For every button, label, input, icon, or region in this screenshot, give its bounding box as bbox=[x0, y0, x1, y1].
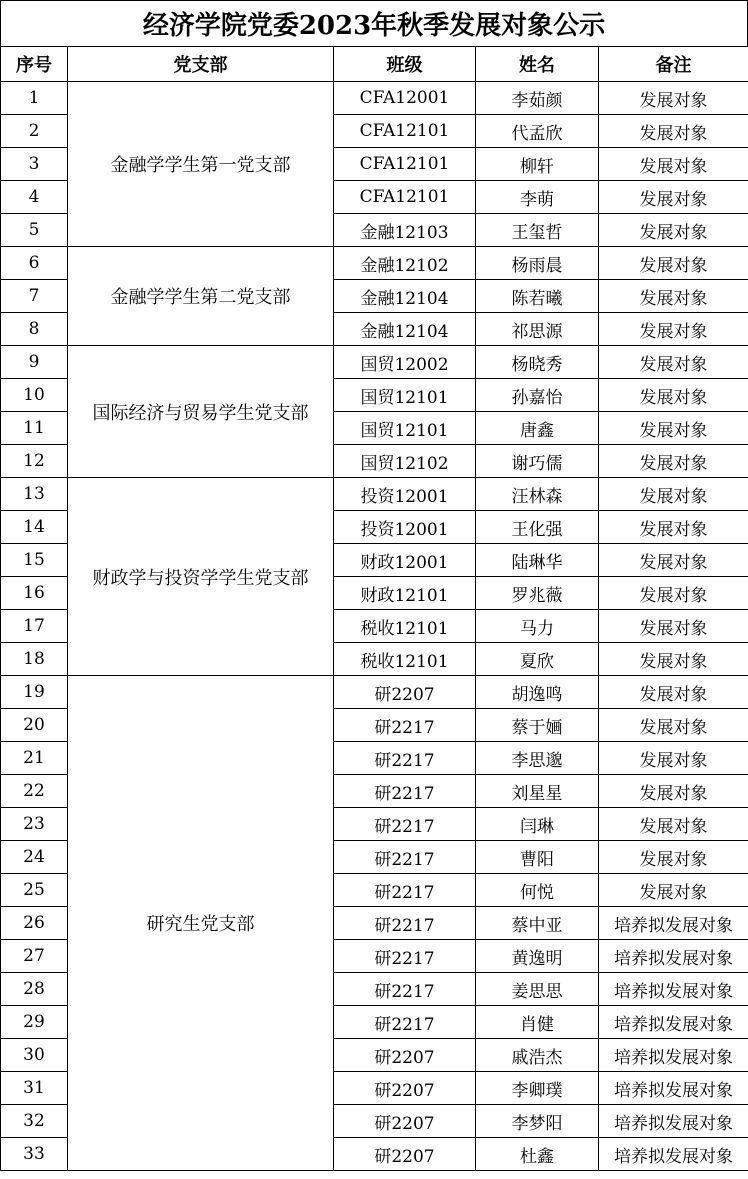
student-name: 夏欣 bbox=[476, 643, 599, 676]
row-number: 12 bbox=[1, 445, 68, 478]
header-class: 班级 bbox=[334, 47, 476, 82]
student-name: 姜思思 bbox=[476, 973, 599, 1006]
row-number: 26 bbox=[1, 907, 68, 940]
row-number: 8 bbox=[1, 313, 68, 346]
remark: 发展对象 bbox=[599, 412, 748, 445]
remark: 发展对象 bbox=[599, 181, 748, 214]
class-name: 研2207 bbox=[334, 1072, 476, 1105]
student-name: 蔡于婳 bbox=[476, 709, 599, 742]
class-name: 研2217 bbox=[334, 973, 476, 1006]
student-name: 谢巧儒 bbox=[476, 445, 599, 478]
row-number: 21 bbox=[1, 742, 68, 775]
header-branch: 党支部 bbox=[68, 47, 334, 82]
class-name: 研2207 bbox=[334, 676, 476, 709]
student-name: 罗兆薇 bbox=[476, 577, 599, 610]
student-name: 马力 bbox=[476, 610, 599, 643]
row-number: 6 bbox=[1, 247, 68, 280]
class-name: 研2217 bbox=[334, 874, 476, 907]
class-name: CFA12101 bbox=[334, 115, 476, 148]
student-name: 李茹颜 bbox=[476, 82, 599, 115]
remark: 发展对象 bbox=[599, 742, 748, 775]
row-number: 18 bbox=[1, 643, 68, 676]
row-number: 2 bbox=[1, 115, 68, 148]
class-name: 研2217 bbox=[334, 709, 476, 742]
remark: 发展对象 bbox=[599, 280, 748, 313]
student-name: 代孟欣 bbox=[476, 115, 599, 148]
remark: 培养拟发展对象 bbox=[599, 973, 748, 1006]
remark: 培养拟发展对象 bbox=[599, 1039, 748, 1072]
student-name: 李卿璞 bbox=[476, 1072, 599, 1105]
remark: 发展对象 bbox=[599, 247, 748, 280]
party-branch: 财政学与投资学学生党支部 bbox=[68, 478, 334, 676]
header-note: 备注 bbox=[599, 47, 748, 82]
student-name: 唐鑫 bbox=[476, 412, 599, 445]
party-branch: 研究生党支部 bbox=[68, 676, 334, 1171]
class-name: 研2217 bbox=[334, 1006, 476, 1039]
table-header-row bbox=[1, 47, 748, 82]
remark: 发展对象 bbox=[599, 115, 748, 148]
student-name: 戚浩杰 bbox=[476, 1039, 599, 1072]
row-number: 3 bbox=[1, 148, 68, 181]
remark: 发展对象 bbox=[599, 379, 748, 412]
student-name: 肖健 bbox=[476, 1006, 599, 1039]
student-name: 何悦 bbox=[476, 874, 599, 907]
student-name: 曹阳 bbox=[476, 841, 599, 874]
student-name: 李萌 bbox=[476, 181, 599, 214]
row-number: 17 bbox=[1, 610, 68, 643]
student-name: 李梦阳 bbox=[476, 1105, 599, 1138]
table-row bbox=[1, 478, 748, 511]
remark: 发展对象 bbox=[599, 841, 748, 874]
table-body bbox=[1, 82, 748, 1171]
class-name: 国贸12102 bbox=[334, 445, 476, 478]
class-name: 研2217 bbox=[334, 775, 476, 808]
remark: 发展对象 bbox=[599, 643, 748, 676]
class-name: 金融12102 bbox=[334, 247, 476, 280]
student-name: 陆琳华 bbox=[476, 544, 599, 577]
remark: 培养拟发展对象 bbox=[599, 1105, 748, 1138]
row-number: 1 bbox=[1, 82, 68, 115]
remark: 培养拟发展对象 bbox=[599, 907, 748, 940]
student-name: 汪林森 bbox=[476, 478, 599, 511]
class-name: 财政12001 bbox=[334, 544, 476, 577]
class-name: 投资12001 bbox=[334, 478, 476, 511]
remark: 发展对象 bbox=[599, 577, 748, 610]
student-name: 王化强 bbox=[476, 511, 599, 544]
student-name: 杜鑫 bbox=[476, 1138, 599, 1171]
row-number: 5 bbox=[1, 214, 68, 247]
row-number: 32 bbox=[1, 1105, 68, 1138]
student-name: 孙嘉怡 bbox=[476, 379, 599, 412]
remark: 发展对象 bbox=[599, 709, 748, 742]
remark: 发展对象 bbox=[599, 82, 748, 115]
class-name: CFA12001 bbox=[334, 82, 476, 115]
row-number: 28 bbox=[1, 973, 68, 1006]
table-row bbox=[1, 346, 748, 379]
student-name: 祁思源 bbox=[476, 313, 599, 346]
row-number: 25 bbox=[1, 874, 68, 907]
student-name: 蔡中亚 bbox=[476, 907, 599, 940]
row-number: 29 bbox=[1, 1006, 68, 1039]
remark: 培养拟发展对象 bbox=[599, 1072, 748, 1105]
row-number: 20 bbox=[1, 709, 68, 742]
header-name: 姓名 bbox=[476, 47, 599, 82]
row-number: 23 bbox=[1, 808, 68, 841]
party-branch: 金融学学生第二党支部 bbox=[68, 247, 334, 346]
class-name: 研2217 bbox=[334, 742, 476, 775]
row-number: 7 bbox=[1, 280, 68, 313]
student-name: 王玺哲 bbox=[476, 214, 599, 247]
class-name: 研2207 bbox=[334, 1039, 476, 1072]
remark: 发展对象 bbox=[599, 478, 748, 511]
remark: 发展对象 bbox=[599, 808, 748, 841]
remark: 发展对象 bbox=[599, 544, 748, 577]
party-branch: 国际经济与贸易学生党支部 bbox=[68, 346, 334, 478]
remark: 培养拟发展对象 bbox=[599, 940, 748, 973]
row-number: 27 bbox=[1, 940, 68, 973]
student-name: 黄逸明 bbox=[476, 940, 599, 973]
row-number: 15 bbox=[1, 544, 68, 577]
class-name: 国贸12101 bbox=[334, 379, 476, 412]
student-name: 闫琳 bbox=[476, 808, 599, 841]
remark: 发展对象 bbox=[599, 676, 748, 709]
row-number: 9 bbox=[1, 346, 68, 379]
remark: 发展对象 bbox=[599, 445, 748, 478]
class-name: 国贸12002 bbox=[334, 346, 476, 379]
class-name: 研2207 bbox=[334, 1138, 476, 1171]
row-number: 16 bbox=[1, 577, 68, 610]
header-no: 序号 bbox=[1, 47, 68, 82]
table-row bbox=[1, 247, 748, 280]
student-name: 柳轩 bbox=[476, 148, 599, 181]
student-name: 杨雨晨 bbox=[476, 247, 599, 280]
student-name: 杨晓秀 bbox=[476, 346, 599, 379]
remark: 发展对象 bbox=[599, 313, 748, 346]
row-number: 4 bbox=[1, 181, 68, 214]
remark: 发展对象 bbox=[599, 511, 748, 544]
class-name: 税收12101 bbox=[334, 643, 476, 676]
class-name: 研2207 bbox=[334, 1105, 476, 1138]
class-name: 研2217 bbox=[334, 841, 476, 874]
row-number: 22 bbox=[1, 775, 68, 808]
row-number: 33 bbox=[1, 1138, 68, 1171]
class-name: 研2217 bbox=[334, 907, 476, 940]
class-name: CFA12101 bbox=[334, 148, 476, 181]
class-name: CFA12101 bbox=[334, 181, 476, 214]
row-number: 11 bbox=[1, 412, 68, 445]
row-number: 10 bbox=[1, 379, 68, 412]
row-number: 14 bbox=[1, 511, 68, 544]
candidate-table bbox=[0, 46, 748, 1171]
class-name: 研2217 bbox=[334, 940, 476, 973]
student-name: 陈若曦 bbox=[476, 280, 599, 313]
class-name: 投资12001 bbox=[334, 511, 476, 544]
remark: 发展对象 bbox=[599, 874, 748, 907]
party-branch: 金融学学生第一党支部 bbox=[68, 82, 334, 247]
row-number: 13 bbox=[1, 478, 68, 511]
row-number: 30 bbox=[1, 1039, 68, 1072]
class-name: 财政12101 bbox=[334, 577, 476, 610]
row-number: 24 bbox=[1, 841, 68, 874]
class-name: 金融12104 bbox=[334, 280, 476, 313]
class-name: 金融12104 bbox=[334, 313, 476, 346]
student-name: 刘星星 bbox=[476, 775, 599, 808]
remark: 发展对象 bbox=[599, 346, 748, 379]
student-name: 李思邈 bbox=[476, 742, 599, 775]
remark: 培养拟发展对象 bbox=[599, 1006, 748, 1039]
row-number: 31 bbox=[1, 1072, 68, 1105]
class-name: 金融12103 bbox=[334, 214, 476, 247]
class-name: 国贸12101 bbox=[334, 412, 476, 445]
class-name: 税收12101 bbox=[334, 610, 476, 643]
remark: 发展对象 bbox=[599, 214, 748, 247]
remark: 发展对象 bbox=[599, 610, 748, 643]
row-number: 19 bbox=[1, 676, 68, 709]
remark: 发展对象 bbox=[599, 148, 748, 181]
remark: 发展对象 bbox=[599, 775, 748, 808]
page-title: 经济学院党委2023年秋季发展对象公示 bbox=[0, 0, 748, 46]
table-row bbox=[1, 676, 748, 709]
remark: 培养拟发展对象 bbox=[599, 1138, 748, 1171]
student-name: 胡逸鸣 bbox=[476, 676, 599, 709]
table-row bbox=[1, 82, 748, 115]
class-name: 研2217 bbox=[334, 808, 476, 841]
